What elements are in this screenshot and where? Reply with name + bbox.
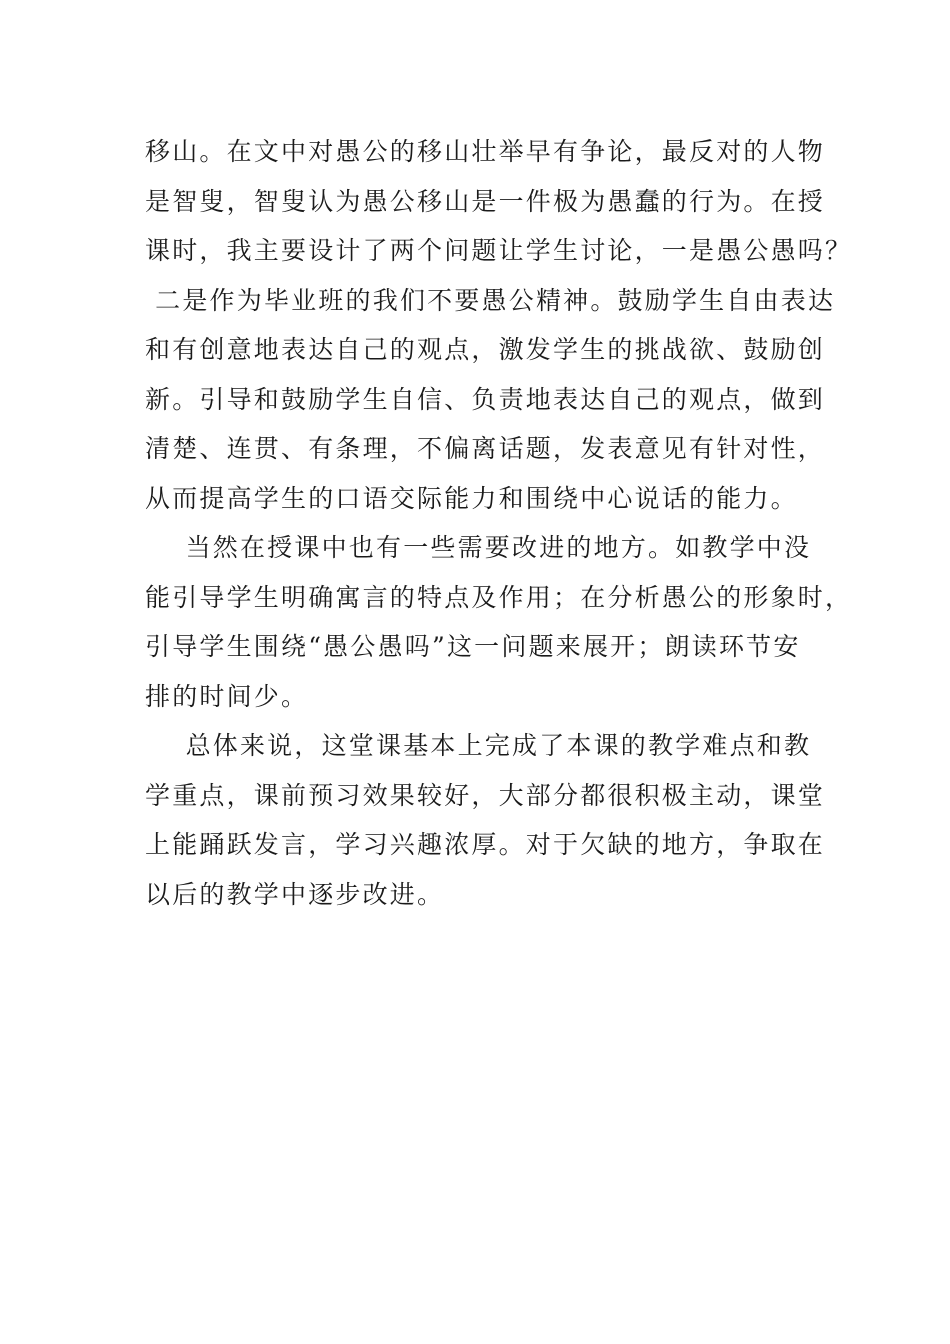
text-line: 引导学生围绕“愚公愚吗”这一问题来展开；朗读环节安 xyxy=(145,632,801,661)
paragraph xyxy=(145,523,853,721)
text-line: 上能踊跃发言，学习兴趣浓厚。对于欠缺的地方，争取在 xyxy=(145,830,826,859)
text-line: 新。引导和鼓励学生自信、负责地表达自己的观点，做到 xyxy=(145,384,826,414)
text-line: 排的时间少。 xyxy=(145,681,309,711)
paragraph xyxy=(145,721,826,919)
text-line: 学重点，课前预习效果较好，大部分都很积极主动，课堂 xyxy=(145,780,826,810)
text-line: 当然在授课中也有一些需要改进的地方。如教学中没 xyxy=(145,533,812,562)
text-line: 清楚、连贯、有条理，不偏离话题，发表意见有针对性， xyxy=(145,434,826,463)
text-line: 能引导学生明确寓言的特点及作用；在分析愚公的形象时， xyxy=(145,582,853,612)
text-line: 移山。在文中对愚公的移山壮举早有争论，最反对的人物 xyxy=(145,137,826,166)
text-line: 和有创意地表达自己的观点，激发学生的挑战欲、鼓励创 xyxy=(145,335,826,364)
text-line: 是智叟，智叟认为愚公移山是一件极为愚蠢的行为。在授 xyxy=(145,186,826,216)
text-line: 从而提高学生的口语交际能力和围绕中心说话的能力。 xyxy=(145,483,798,513)
paragraph xyxy=(145,127,853,523)
text-line: 以后的教学中逐步改进。 xyxy=(145,879,445,909)
text-line: 课时，我主要设计了两个问题让学生讨论，一是愚公愚吗？ xyxy=(145,236,853,265)
text-line: 总体来说，这堂课基本上完成了本课的教学难点和教 xyxy=(145,731,812,760)
text-line: 二是作为毕业班的我们不要愚公精神。鼓励学生自由表达 xyxy=(145,285,836,315)
document-body xyxy=(145,127,853,919)
